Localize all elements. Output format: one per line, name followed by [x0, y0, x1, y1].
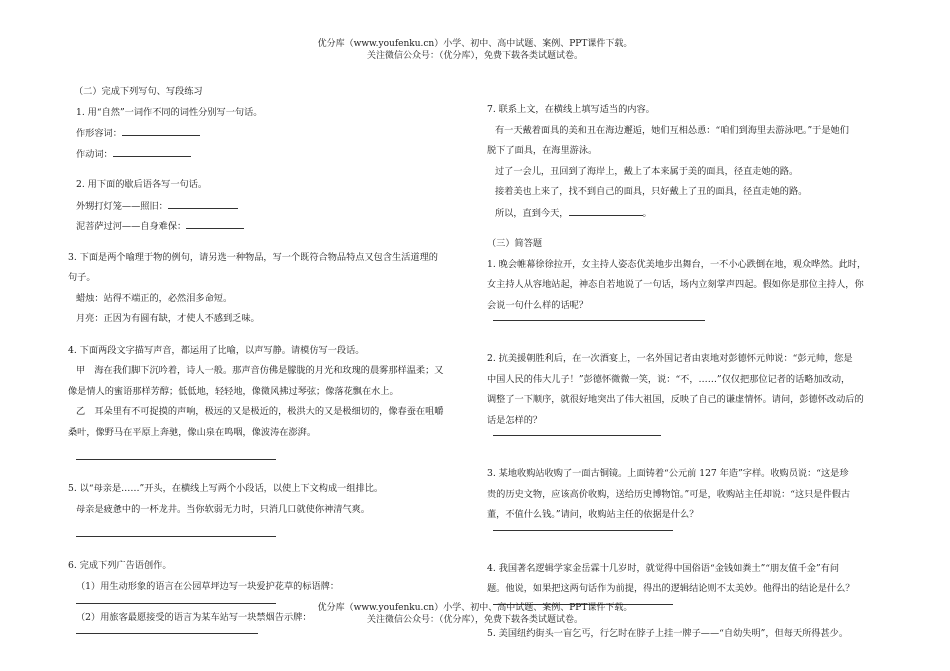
section-title-short-answer: （三）简答题 [487, 238, 543, 249]
s1-line-2: 女主持人从容地站起，神态自若地说了一句话，场内立刻掌声四起。假如你是那位主持人，你 [487, 279, 864, 290]
q3-example-candle: 蜡烛：站得不端正的，必然泪多命短。 [76, 292, 233, 304]
header-line-1: 优分库（www.youfenku.cn）小学、初中、高中试题、案例、PPT课件下载。 [317, 39, 633, 49]
q7-line-2: 脱下了面具，在海里游泳。 [487, 145, 598, 156]
s3-answer-line[interactable] [493, 526, 673, 531]
header-line-2: 关注微信公众号：（优分库），免费下载各类试题试卷。 [366, 51, 583, 61]
q1-answer-blank-adjective[interactable] [122, 123, 200, 136]
q5-text: 母亲是疲惫中的一杯龙井。当你软弱无力时，只消几口就使你神清气爽。 [76, 503, 370, 515]
q2-label-a: 外甥打灯笼——照旧： [76, 200, 168, 212]
page-header [0, 38, 950, 62]
q2-stem: 2. 用下面的歇后语各写一句话。 [76, 179, 208, 190]
q4-passage-a-line-2: 像是情人的蜜语那样芳醇；低低地，轻轻地，像微风拂过琴弦；像落花飘在水上。 [68, 385, 399, 397]
q2-answer-blank-b[interactable] [186, 216, 244, 229]
s1-answer-line[interactable] [493, 316, 705, 321]
s2-line-4: 话是怎样的？ [487, 414, 543, 426]
s3-line-2: 贵的历史文物，应该高价收购，送给历史博物馆。”可是，收购站主任却说：“这只是件假古 [487, 488, 851, 500]
q7-line-5: 所以，直到今天， 。 [487, 203, 892, 224]
q1-answer-blank-verb[interactable] [113, 144, 191, 157]
q2-line-a [68, 196, 478, 217]
q6-part-1: （1）用生动形象的语言在公园草坪边写一块爱护花草的标语牌： [76, 580, 340, 592]
q7-answer-blank[interactable] [569, 203, 643, 216]
q1-line-verb [68, 144, 478, 165]
s2-line-3: 调整了一下顺序，就很好地突出了伟大祖国，反映了自己的谦虚情怀。请问，彭德怀改动后的 [487, 394, 864, 405]
q4-passage-b-line-1: 乙 耳朵里有不可捉摸的声响，极远的又是极近的，极洪大的又是极细切的，像春蚕在咀嚼 [76, 406, 444, 417]
q3-example-moon: 月亮：正因为有圆有缺，才使人不感到乏味。 [76, 313, 260, 324]
q6-answer-line-2[interactable] [76, 629, 258, 634]
q3-stem-line-1: 3. 下面是两个喻理于物的例句，请另选一种物品，写一个既符合物品特点又包含生活道理的 [68, 251, 438, 263]
s2-line-1: 2. 抗美援朝胜利后，在一次酒宴上，一名外国记者由衷地对彭德怀元帅说：“彭元帅，您是 [487, 353, 853, 364]
s3-line-3: 董，不值什么钱。”请问，收购站主任的依据是什么？ [487, 509, 699, 520]
s1-line-1: 1. 晚会帷幕徐徐拉开，女主持人姿态优美地步出舞台，一不小心跌倒在地，观众哗然。此时， [487, 258, 867, 270]
s4-line-2: 题。他说，如果把这两句话作为前提，得出的逻辑结论则不太美妙。他得出的结论是什么？ [487, 583, 855, 594]
s1-line-3: 会说一句什么样的话呢？ [487, 299, 589, 311]
q2-label-b: 泥菩萨过河——自身难保： [76, 221, 187, 232]
q4-answer-line[interactable] [76, 443, 276, 460]
page-footer [0, 602, 950, 626]
q7-line-5-text: 所以，直到今天， [495, 207, 569, 219]
q5-answer-line[interactable] [76, 520, 276, 537]
footer-line-2: 关注微信公众号：（优分库），免费下载各类试题试卷。 [366, 615, 583, 625]
q7-line-3: 过了一会儿，丑回到了海岸上，戴上了本来属于美的面具，径直走她的路。 [495, 165, 799, 177]
q1-label-adjective: 作形容词： [76, 128, 122, 139]
q1-label-verb: 作动词： [76, 148, 113, 160]
q4-stem: 4. 下面两段文字描写声音，都运用了比喻，以声写静。请模仿写一段话。 [68, 344, 365, 356]
s2-line-2: 中国人民的伟大儿子！”彭德怀微微一笑，说：“不，……”仅仅把那位记者的话略加改动， [487, 373, 851, 385]
footer-line-1: 优分库（www.youfenku.cn）小学、初中、高中试题、案例、PPT课件下载。 [317, 603, 633, 613]
section-title-writing: （二）完成下列写句、写段练习 [74, 86, 203, 97]
q3-stem-line-2: 句子。 [68, 272, 96, 283]
q2-answer-blank-a[interactable] [168, 196, 238, 209]
q2-line-b [68, 216, 478, 237]
q1-stem: 1. 用“自然”一词作不同的词性分别写一句话。 [76, 106, 263, 118]
s4-line-1: 4. 我国著名逻辑学家金岳霖十几岁时，就觉得中国俗语“金钱如粪土”“朋友值千金”有问 [487, 562, 840, 574]
q4-passage-a-line-1: 甲 海在我们脚下沉吟着，诗人一般。那声音仿佛是朦胧的月光和玫瑰的晨雾那样温柔；又 [76, 365, 444, 376]
q7-stem: 7. 联系上文，在横线上填写适当的内容。 [487, 104, 655, 115]
q6-part-2: （2）用旅客最愿接受的语言为某车站写一块禁烟告示牌： [76, 612, 312, 623]
q1-line-adjective [68, 123, 478, 144]
right-column [487, 100, 892, 644]
q7-line-4: 接着美也上来了，找不到自己的面具，只好戴上了丑的面具，径直走她的路。 [495, 186, 808, 197]
q5-stem: 5. 以“母亲是……”开头，在横线上写两个小段话，以使上下文构成一组排比。 [68, 483, 384, 494]
left-column [68, 82, 478, 642]
q4-passage-b-line-2: 桑叶，像野马在平原上奔驰，像山泉在鸣咽，像波涛在澎湃。 [68, 426, 317, 438]
q6-stem: 6. 完成下列广告语创作。 [68, 560, 172, 571]
q7-line-1: 有一天戴着面具的美和丑在海边邂逅，她们互相怂恿：“咱们到海里去游泳吧。”于是她们 [495, 124, 849, 136]
s2-answer-line[interactable] [493, 431, 661, 436]
s3-line-1: 3. 某地收购站收购了一面古铜镜。上面铸着“公元前 127 年造”字样。收购员说：“这是珍 [487, 468, 849, 479]
s5-line-1: 5. 美国纽约街头一盲乞丐，行乞时在脖子上挂一牌子——“自幼失明”，但每天所得甚少。 [487, 627, 849, 639]
